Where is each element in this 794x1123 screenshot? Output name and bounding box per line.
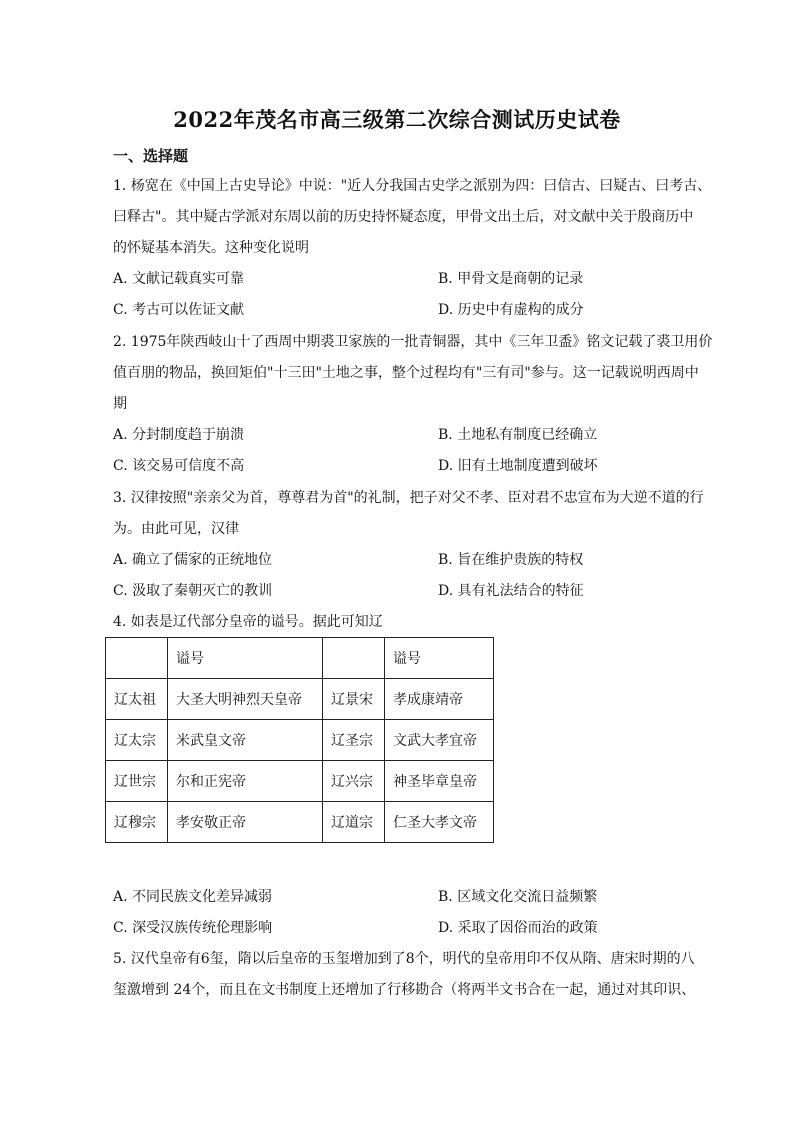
q1-option-b: B. 甲骨文是商朝的记录 bbox=[438, 271, 584, 287]
table-cell: 孝成康靖帝 bbox=[385, 679, 494, 720]
table-cell: 仁圣大孝文帝 bbox=[385, 802, 494, 843]
q2-option-a: A. 分封制度趋于崩溃 bbox=[113, 427, 245, 443]
q2-option-d: D. 旧有土地制度遭到破坏 bbox=[438, 458, 598, 474]
table-cell: 米武皇文帝 bbox=[168, 720, 323, 761]
q2-option-b: B. 土地私有制度已经确立 bbox=[438, 427, 598, 443]
q2-stem-line-3: 期 bbox=[113, 396, 127, 412]
emperor-posthumous-title-table bbox=[105, 637, 494, 843]
q5-stem-line-1: 5. 汉代皇帝有6玺，隋以后皇帝的玉玺增加到了8个，明代的皇帝用印不仅从隋、唐宋时期的八 bbox=[113, 951, 695, 967]
q3-option-d: D. 具有礼法结合的特征 bbox=[438, 583, 584, 599]
table-cell: 辽圣宗 bbox=[323, 720, 385, 761]
q1-stem-line-3: 的怀疑基本消失。这种变化说明 bbox=[113, 240, 309, 256]
q1-stem-line-1: 1. 杨宽在《中国上古史导论》中说："近人分我国古史学之派别为四：曰信古、曰疑古、曰考古、 bbox=[113, 178, 712, 194]
q4-option-c: C. 深受汉族传统伦理影响 bbox=[113, 920, 273, 936]
table-cell: 谥号 bbox=[385, 638, 494, 679]
table-header-row bbox=[106, 638, 494, 679]
table-cell: 辽道宗 bbox=[323, 802, 385, 843]
exam-title: 2022年茂名市高三级第二次综合测试历史试卷 bbox=[173, 107, 621, 132]
q3-stem-line-1: 3. 汉律按照"亲亲父为首，尊尊君为首"的礼制，把子对父不孝、臣对君不忠宣布为大逆不道的行 bbox=[113, 490, 704, 506]
table-cell: 辽景宋 bbox=[323, 679, 385, 720]
table-cell: 辽太宗 bbox=[106, 720, 168, 761]
table-row bbox=[106, 720, 494, 761]
table-cell: 谥号 bbox=[168, 638, 323, 679]
q4-stem-line-1: 4. 如表是辽代部分皇帝的谥号。据此可知辽 bbox=[113, 614, 383, 630]
table-cell: 辽世宗 bbox=[106, 761, 168, 802]
q4-option-a: A. 不同民族文化差异减弱 bbox=[113, 889, 273, 905]
q3-option-b: B. 旨在维护贵族的特权 bbox=[438, 552, 584, 568]
table-cell: 文武大孝宜帝 bbox=[385, 720, 494, 761]
table-row bbox=[106, 679, 494, 720]
q1-option-a: A. 文献记载真实可靠 bbox=[113, 271, 245, 287]
table-cell: 尔和正宪帝 bbox=[168, 761, 323, 802]
table-row bbox=[106, 761, 494, 802]
table-cell: 大圣大明神烈天皇帝 bbox=[168, 679, 323, 720]
table-cell: 神圣毕章皇帝 bbox=[385, 761, 494, 802]
q1-stem-line-2: 曰释古"。其中疑古学派对东周以前的历史持怀疑态度，甲骨文出土后，对文献中关于殷商历中 bbox=[113, 209, 694, 225]
table-cell: 辽穆宗 bbox=[106, 802, 168, 843]
table-cell: 孝安敬正帝 bbox=[168, 802, 323, 843]
q3-option-c: C. 汲取了秦朝灭亡的教训 bbox=[113, 583, 273, 599]
q2-stem-line-2: 值百朋的物品，换回矩伯"十三田"土地之事，整个过程均有"三有司"参与。这一记载说明西周中 bbox=[113, 365, 699, 381]
q4-option-d: D. 采取了因俗而治的政策 bbox=[438, 920, 598, 936]
q5-stem-line-2: 玺激增到 24个，而且在文书制度上还增加了行移勘合（将两半文书合在一起，通过对其印识、 bbox=[113, 982, 696, 998]
table-cell: 辽太祖 bbox=[106, 679, 168, 720]
q1-option-c: C. 考古可以佐证文献 bbox=[113, 302, 245, 318]
section-heading: 一、选择题 bbox=[113, 147, 189, 165]
q1-option-d: D. 历史中有虚构的成分 bbox=[438, 302, 584, 318]
table-cell: 辽兴宗 bbox=[323, 761, 385, 802]
q2-option-c: C. 该交易可信度不高 bbox=[113, 458, 245, 474]
table-cell bbox=[323, 638, 385, 679]
q4-option-b: B. 区域文化交流日益频繁 bbox=[438, 889, 598, 905]
q2-stem-line-1: 2. 1975年陕西岐山十了西周中期裘卫家族的一批青铜器，其中《三年卫盉》铭文记载了裘卫用价 bbox=[113, 334, 713, 350]
table-row bbox=[106, 802, 494, 843]
table-cell bbox=[106, 638, 168, 679]
q3-stem-line-2: 为。由此可见，汉律 bbox=[113, 521, 239, 537]
q3-option-a: A. 确立了儒家的正统地位 bbox=[113, 552, 273, 568]
